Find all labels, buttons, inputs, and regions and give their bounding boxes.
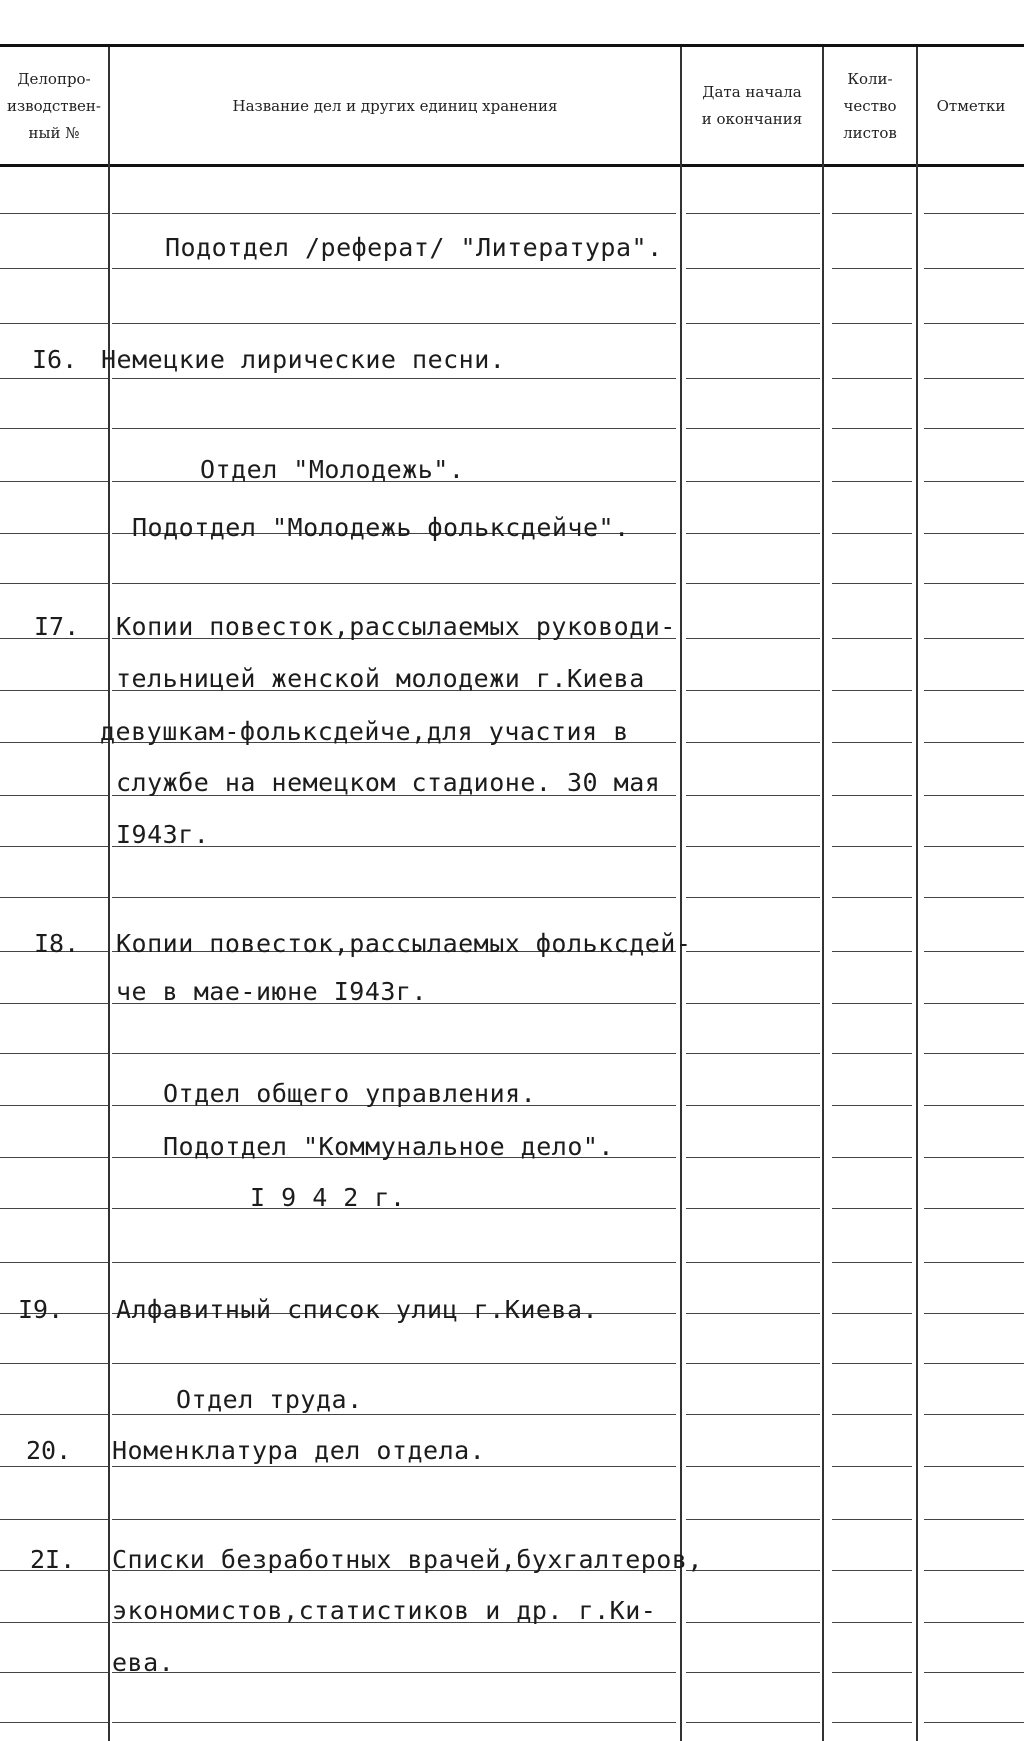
subsection-heading: Подотдел "Молодежь фольксдейче". — [132, 513, 630, 542]
ruled-line — [924, 268, 1024, 269]
ruled-line — [832, 268, 912, 269]
ruled-line — [112, 1053, 676, 1054]
section-heading: Отдел общего управления. — [163, 1079, 537, 1108]
ruled-line — [686, 1105, 820, 1106]
ruled-line — [924, 1622, 1024, 1623]
ruled-line — [686, 1414, 820, 1415]
ruled-line — [0, 378, 108, 379]
ruled-line — [832, 481, 912, 482]
item-number: 2I. — [30, 1545, 76, 1574]
header-title: Название дел и других единиц хранения — [232, 96, 558, 115]
item-title-line: службе на немецком стадионе. 30 мая — [116, 768, 661, 797]
ruled-line — [924, 951, 1024, 952]
ruled-line — [924, 533, 1024, 534]
item-title: Алфавитный список улиц г.Киева. — [116, 1295, 599, 1324]
ruled-line — [924, 1208, 1024, 1209]
ruled-line — [0, 897, 108, 898]
ruled-line — [686, 795, 820, 796]
ruled-line — [112, 323, 676, 324]
ruled-line — [112, 1363, 676, 1364]
ruled-line — [686, 1466, 820, 1467]
ruled-line — [686, 1363, 820, 1364]
ruled-line — [832, 323, 912, 324]
ruled-line — [832, 638, 912, 639]
subsection-heading: Подотдел /реферат/ "Литература". — [165, 233, 663, 262]
column-divider — [916, 47, 918, 1741]
item-number: 20. — [26, 1436, 72, 1465]
ruled-line — [112, 1672, 676, 1673]
ruled-line — [0, 1053, 108, 1054]
ruled-line — [0, 1466, 108, 1467]
ruled-line — [686, 690, 820, 691]
ruled-line — [0, 1414, 108, 1415]
ruled-line — [924, 1363, 1024, 1364]
item-title: Немецкие лирические песни. — [101, 345, 506, 374]
subsection-heading: Подотдел "Коммунальное дело". — [163, 1132, 614, 1161]
ruled-line — [686, 1003, 820, 1004]
ruled-line — [832, 897, 912, 898]
ruled-line — [832, 583, 912, 584]
ruled-line — [832, 951, 912, 952]
ruled-line — [924, 323, 1024, 324]
ruled-line — [924, 1570, 1024, 1571]
ruled-line — [832, 742, 912, 743]
ruled-line — [0, 1363, 108, 1364]
ruled-line — [832, 1722, 912, 1723]
ruled-line — [686, 583, 820, 584]
ruled-line — [924, 1053, 1024, 1054]
ruled-line — [832, 1363, 912, 1364]
ruled-line — [686, 1672, 820, 1673]
section-heading: Отдел "Молодежь". — [200, 455, 465, 484]
ruled-line — [832, 1003, 912, 1004]
ruled-line — [832, 1466, 912, 1467]
ruled-line — [112, 1722, 676, 1723]
ruled-line — [924, 795, 1024, 796]
ruled-line — [0, 1157, 108, 1158]
ruled-line — [686, 1053, 820, 1054]
column-divider — [108, 47, 110, 1741]
ruled-line — [924, 1672, 1024, 1673]
ruled-line — [0, 846, 108, 847]
ruled-line — [832, 533, 912, 534]
section-heading: Отдел труда. — [176, 1385, 363, 1414]
ruled-line — [686, 638, 820, 639]
ruled-line — [686, 533, 820, 534]
ruled-line — [924, 1105, 1024, 1106]
ruled-line — [686, 1313, 820, 1314]
ruled-line — [0, 213, 108, 214]
ruled-line — [686, 481, 820, 482]
ruled-line — [112, 1519, 676, 1520]
item-title-line: че в мае-июне I943г. — [116, 977, 428, 1006]
ruled-line — [686, 1157, 820, 1158]
ruled-line — [924, 213, 1024, 214]
ruled-line — [832, 1414, 912, 1415]
ruled-line — [686, 1519, 820, 1520]
ruled-line — [924, 481, 1024, 482]
ruled-line — [112, 268, 676, 269]
ruled-line — [832, 213, 912, 214]
ruled-line — [924, 846, 1024, 847]
column-divider — [822, 47, 824, 1741]
item-number: I7. — [34, 612, 80, 641]
ruled-line — [686, 1208, 820, 1209]
ruled-line — [0, 1622, 108, 1623]
ruled-line — [832, 428, 912, 429]
ruled-line — [686, 1262, 820, 1263]
item-number: I6. — [32, 345, 78, 374]
ruled-line — [832, 690, 912, 691]
ruled-line — [686, 897, 820, 898]
ruled-line — [0, 428, 108, 429]
header-sheets: Коли- чество листов — [843, 69, 897, 142]
ruled-line — [924, 1003, 1024, 1004]
ruled-line — [924, 1313, 1024, 1314]
ruled-line — [0, 323, 108, 324]
ruled-line — [924, 583, 1024, 584]
ruled-line — [832, 1570, 912, 1571]
ruled-line — [686, 378, 820, 379]
ruled-line — [112, 378, 676, 379]
ruled-line — [832, 1672, 912, 1673]
ruled-line — [924, 428, 1024, 429]
ruled-line — [924, 1414, 1024, 1415]
item-number: I9. — [18, 1295, 64, 1324]
ruled-line — [924, 378, 1024, 379]
header-number: Делопро- изводствен- ный № — [7, 69, 101, 142]
ruled-line — [686, 428, 820, 429]
ruled-line — [686, 846, 820, 847]
ruled-line — [832, 1105, 912, 1106]
ruled-line — [686, 323, 820, 324]
ruled-line — [924, 690, 1024, 691]
item-title-line: экономистов,статистиков и др. г.Ки- — [112, 1596, 657, 1625]
ruled-line — [0, 583, 108, 584]
header-notes: Отметки — [936, 96, 1006, 115]
ruled-line — [0, 1672, 108, 1673]
ruled-line — [686, 1722, 820, 1723]
ruled-line — [832, 1313, 912, 1314]
ruled-line — [832, 795, 912, 796]
ruled-line — [924, 1722, 1024, 1723]
ruled-line — [924, 1466, 1024, 1467]
ruled-line — [0, 481, 108, 482]
item-number: I8. — [34, 929, 80, 958]
column-divider — [680, 47, 682, 1741]
item-title-line: I943г. — [116, 820, 210, 849]
ruled-line — [0, 742, 108, 743]
ruled-line — [924, 1519, 1024, 1520]
ruled-line — [832, 378, 912, 379]
ruled-line — [112, 897, 676, 898]
ruled-line — [832, 1053, 912, 1054]
ruled-line — [832, 1519, 912, 1520]
item-title-line: Копии повесток,рассылаемых руководи- — [116, 612, 676, 641]
ruled-line — [686, 742, 820, 743]
year-heading: I 9 4 2 г. — [250, 1183, 406, 1212]
ruled-line — [0, 268, 108, 269]
ruled-line — [686, 213, 820, 214]
ruled-line — [0, 1105, 108, 1106]
ruled-line — [0, 690, 108, 691]
ruled-line — [0, 1519, 108, 1520]
item-title-line: Копии повесток,рассылаемых фольксдей- — [116, 929, 692, 958]
ruled-line — [832, 1262, 912, 1263]
ruled-line — [832, 1157, 912, 1158]
ruled-line — [686, 1570, 820, 1571]
ruled-line — [924, 1262, 1024, 1263]
header-dates: Дата начала и окончания — [701, 83, 803, 128]
ruled-line — [112, 428, 676, 429]
ruled-line — [0, 533, 108, 534]
header-top-border — [0, 44, 1024, 47]
item-title-line: Списки безработных врачей,бухгалтеров, — [112, 1545, 703, 1574]
ruled-line — [112, 1466, 676, 1467]
ruled-line — [924, 897, 1024, 898]
ruled-line — [0, 1003, 108, 1004]
item-title-line: тельницей женской молодежи г.Киева — [116, 664, 645, 693]
ruled-line — [924, 638, 1024, 639]
ruled-line — [0, 1722, 108, 1723]
ruled-line — [832, 1622, 912, 1623]
ruled-line — [924, 1157, 1024, 1158]
item-title: Номенклатура дел отдела. — [112, 1436, 486, 1465]
ruled-line — [0, 1208, 108, 1209]
ruled-line — [0, 795, 108, 796]
ruled-line — [686, 1622, 820, 1623]
ruled-line — [112, 1262, 676, 1263]
ruled-line — [112, 583, 676, 584]
ruled-line — [832, 846, 912, 847]
ruled-line — [832, 1208, 912, 1209]
header-bottom-border — [0, 164, 1024, 167]
ruled-line — [686, 268, 820, 269]
ruled-line — [924, 742, 1024, 743]
item-title-line: ева. — [112, 1648, 175, 1677]
item-title-line: девушкам-фольксдейче,для участия в — [100, 717, 629, 746]
ruled-line — [112, 213, 676, 214]
ruled-line — [0, 1262, 108, 1263]
ruled-line — [686, 951, 820, 952]
